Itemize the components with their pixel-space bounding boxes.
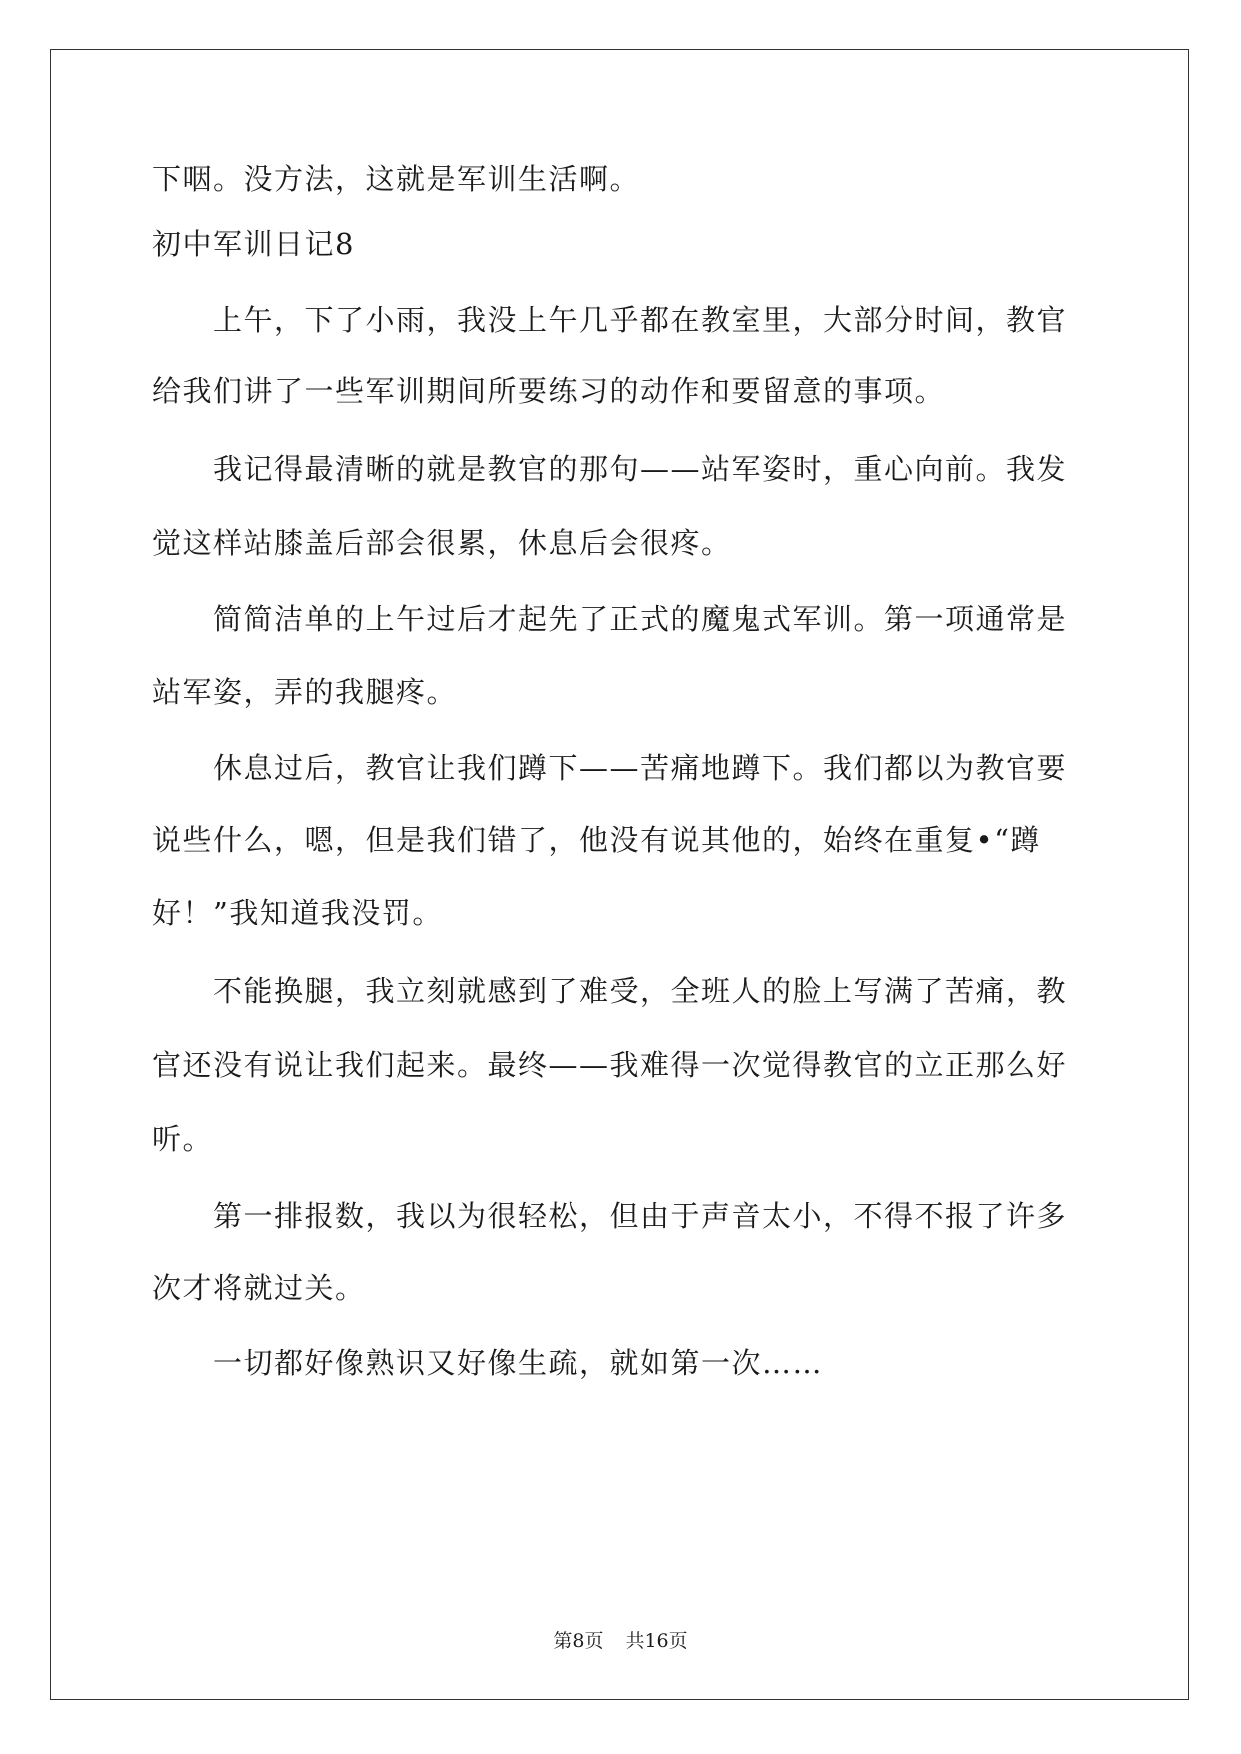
paragraph-first-line: 简简洁单的上午过后才起先了正式的魔鬼式军训。第一项通常是	[213, 602, 1068, 636]
text-line: 官还没有说让我们起来。最终——我难得一次觉得教官的立正那么好	[152, 1048, 1068, 1082]
paragraph-first-line: 我记得最清晰的就是教官的那句——站军姿时，重心向前。我发	[213, 452, 1068, 486]
paragraph-first-line: 上午，下了小雨，我没上午几乎都在教室里，大部分时间，教官	[213, 303, 1068, 337]
text-line: 站军姿，弄的我腿疼。	[152, 675, 458, 709]
section-heading: 初中军训日记8	[152, 227, 355, 261]
text-line: 好！”我知道我没罚。	[152, 896, 443, 930]
text-line: 给我们讲了一些军训期间所要练习的动作和要留意的事项。	[152, 374, 946, 408]
paragraph-first-line: 休息过后，教官让我们蹲下——苦痛地蹲下。我们都以为教官要	[213, 751, 1068, 785]
text-line: 听。	[152, 1122, 214, 1156]
page-total: 共16页	[625, 1630, 688, 1652]
page-border	[50, 49, 1189, 1700]
page-number: 第8页	[553, 1630, 604, 1652]
text-line: 说些什么，嗯，但是我们错了，他没有说其他的，始终在重复•“蹲	[152, 823, 1041, 857]
paragraph-first-line: 第一排报数，我以为很轻松，但由于声音太小，不得不报了许多	[213, 1199, 1068, 1233]
text-line: 觉这样站膝盖后部会很累，休息后会很疼。	[152, 526, 732, 560]
text-line: 次才将就过关。	[152, 1271, 366, 1305]
text-line: 下咽。没方法，这就是军训生活啊。	[152, 162, 641, 196]
paragraph-first-line: 不能换腿，我立刻就感到了难受，全班人的脸上写满了苦痛，教	[213, 974, 1068, 1008]
paragraph-first-line: 一切都好像熟识又好像生疏，就如第一次……	[213, 1346, 824, 1380]
page-footer	[0, 1628, 1241, 1654]
